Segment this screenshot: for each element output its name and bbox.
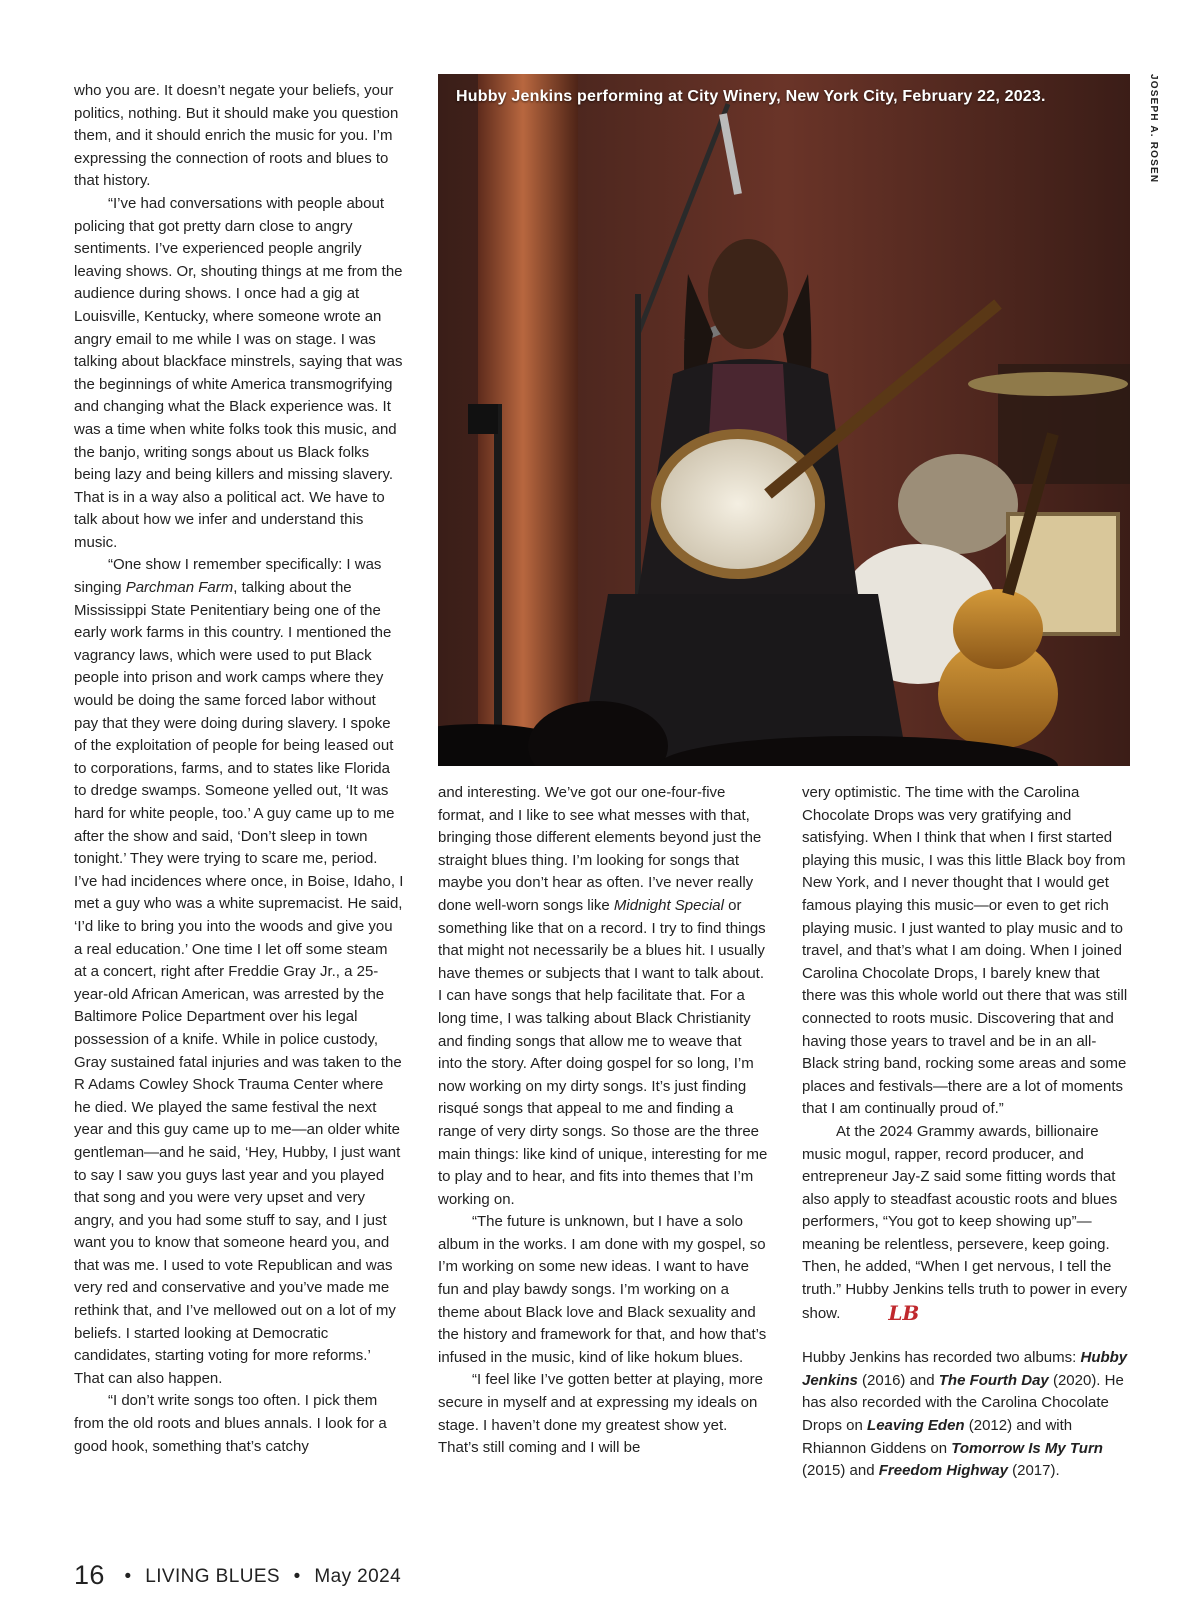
photo-caption: Hubby Jenkins performing at City Winery, New York City, February 22, 2023. (456, 88, 1046, 105)
album-title: Freedom Highway (878, 1462, 1008, 1480)
issue-date: May 2024 (314, 1566, 402, 1587)
paragraph: “One show I remember specifically: I was singing Parchman Farm, talking about the Mississippi State Penitentiary being one of the early work farms in this country. I mentioned the vagrancy laws, which were used to put Black people into prison and work camps where they would be doing the same forced labor without pay that they were doing during slavery. I spoke of the exploitation of people for being leased out to corporations, farms, and to states like Florida to dredge swamps. Someone yelled out, ‘It was hard for white people, too.’ A guy came up to me after the show and said, ‘Don’t sleep in town tonight.’ They were trying to scare me, period. I’ve had incidences where once, in Boise, Idaho, I met a guy who was a white supremacist. He said, ‘I’d like to bring you into the woods and give you a real education.’ One time I let off some steam at a concert, right after Freddie Gray Jr., a 25-year-old African American, was arrested by the Baltimore Police Department over his legal possession of a knife. While in police custody, Gray sustained fatal injuries and was taken to the R Adams Cowley Shock Trauma Center where he died. We played the same festival the next year and this guy came up to me—an older white gentleman—and he said, ‘Hey, Hubby, I just want to say I saw you guys last year and you played that song and you were very upset and very angry, and you had some stuff to say, and I just want you to know that someone heard you, and that was me. I used to vote Republican and was very red and conservative and you’ve made me rethink that, and I’ve mellowed out on a lot of my beliefs. I started looking at Democratic candidates, starting voting for more reforms.’ That can also happen. (74, 556, 404, 1387)
article-column-3 (802, 782, 1130, 1483)
living-blues-end-mark-icon: LB (888, 1300, 920, 1325)
photo-credit: JOSEPH A. ROSEN (1148, 74, 1159, 184)
paragraph: At the 2024 Grammy awards, billionaire music mogul, rapper, record producer, and entrepreneur Jay-Z said some fitting words that also apply to steadfast acoustic roots and blues performers, “You got to keep showing up”—meaning be relentless, persevere, keep going. Then, he added, “When I get nervous, I tell the truth.” Hubby Jenkins tells truth to power in every show. LB (802, 1122, 1128, 1325)
album-title: Tomorrow Is My Turn (951, 1439, 1103, 1457)
footer-bullet: • (293, 1566, 301, 1587)
article-column-1 (74, 80, 404, 1458)
album-title: The Fourth Day (938, 1371, 1049, 1389)
performer-head (708, 239, 788, 349)
cymbal (968, 372, 1128, 396)
paragraph: who you are. It doesn’t negate your beliefs, your politics, nothing. But it should make you question them, and it should enrich the music for you. I’m expressing the connection of roots and blues to that history. (74, 82, 399, 190)
banjo (656, 434, 820, 574)
artist-bio: Hubby Jenkins has recorded two albums: Hubby Jenkins (2016) and The Fourth Day (2020). He has also recorded with the Carolina Chocolate Drops on Leaving Eden (2012) and with Rhiannon Giddens on Tomorrow Is My Turn (2015) and Freedom Highway (2017). (802, 1349, 1128, 1480)
album-title: Hubby Jenkins (802, 1349, 1128, 1389)
song-title: Midnight Special (613, 896, 724, 914)
paragraph: “The future is unknown, but I have a solo album in the works. I am done with my gospel, so I’m working on some new ideas. I want to have fun and play bawdy songs. I’m working on a theme about Black love and Black sexuality and the history and framework for that, and how that’s infused in the music, kind of like hokum blues. (438, 1213, 767, 1366)
footer-bullet: • (124, 1566, 132, 1587)
drum (898, 454, 1018, 554)
song-title: Parchman Farm (125, 579, 234, 597)
photo-illustration (438, 74, 1130, 766)
performance-photo (438, 74, 1130, 766)
magazine-name: LIVING BLUES (145, 1566, 280, 1587)
page-footer (74, 1560, 401, 1591)
paragraph: “I’ve had conversations with people about policing that got pretty darn close to angry sentiments. I’ve experienced people angrily leaving shows. Or, shouting things at me from the audience during shows. I once had a gig at Louisville, Kentucky, where someone wrote an angry email to me while I was on stage. I was talking about blackface minstrels, saying that was the beginnings of white America transmogrifying and changing what the Black experience was. It was a time when white folks took this music, and the banjo, writing songs about us Black folks being lazy and being killers and missing slavery. That is in a way also a political act. We have to talk about how we infer and understand this music. (74, 194, 403, 551)
article-column-2 (438, 782, 768, 1460)
paragraph: and interesting. We’ve got our one-four-five format, and I like to see what messes with that, bringing those different elements beyond just the straight blues thing. I’m looking for songs that maybe you don’t hear as often. I’ve never really done well-worn songs like Midnight Special or something like that on a record. I try to find things that might not necessarily be a blues hit. I usually have themes or subjects that I want to talk about. I can have songs that help facilitate that. For a long time, I was talking about Black Christianity and finding songs that allow me to weave that into the story. After doing gospel for so long, I’m now working on my dirty songs. It’s just finding risqué songs that appeal to me and finding a range of very dirty songs. So those are the three main things: like kind of unique, interesting for me to play and to hear, and fits into themes that I’m working on. (438, 784, 768, 1208)
paragraph: “I feel like I’ve gotten better at playing, more secure in myself and at expressing my ideals on stage. I haven’t done my greatest show yet. That’s still coming and I will be (438, 1371, 763, 1457)
paragraph: “I don’t write songs too often. I pick them from the old roots and blues annals. I look for a good hook, something that’s catchy (74, 1392, 387, 1455)
page-number: 16 (74, 1560, 105, 1590)
paragraph: very optimistic. The time with the Carolina Chocolate Drops was very gratifying and satisfying. When I think that when I first started playing this music, I was this little Black boy from New York, and I never thought that I would get famous playing this music—or even to get rich playing music. I just wanted to play music and to travel, and that’s what I am doing. When I joined Carolina Chocolate Drops, I barely knew that there was this whole world out there that was still connected to roots music. Discovering that and having those years to travel and be in an all-Black string band, rocking some areas and some places and festivals—there are a lot of moments that I am continually proud of.” (802, 784, 1128, 1118)
album-title: Leaving Eden (867, 1417, 965, 1435)
